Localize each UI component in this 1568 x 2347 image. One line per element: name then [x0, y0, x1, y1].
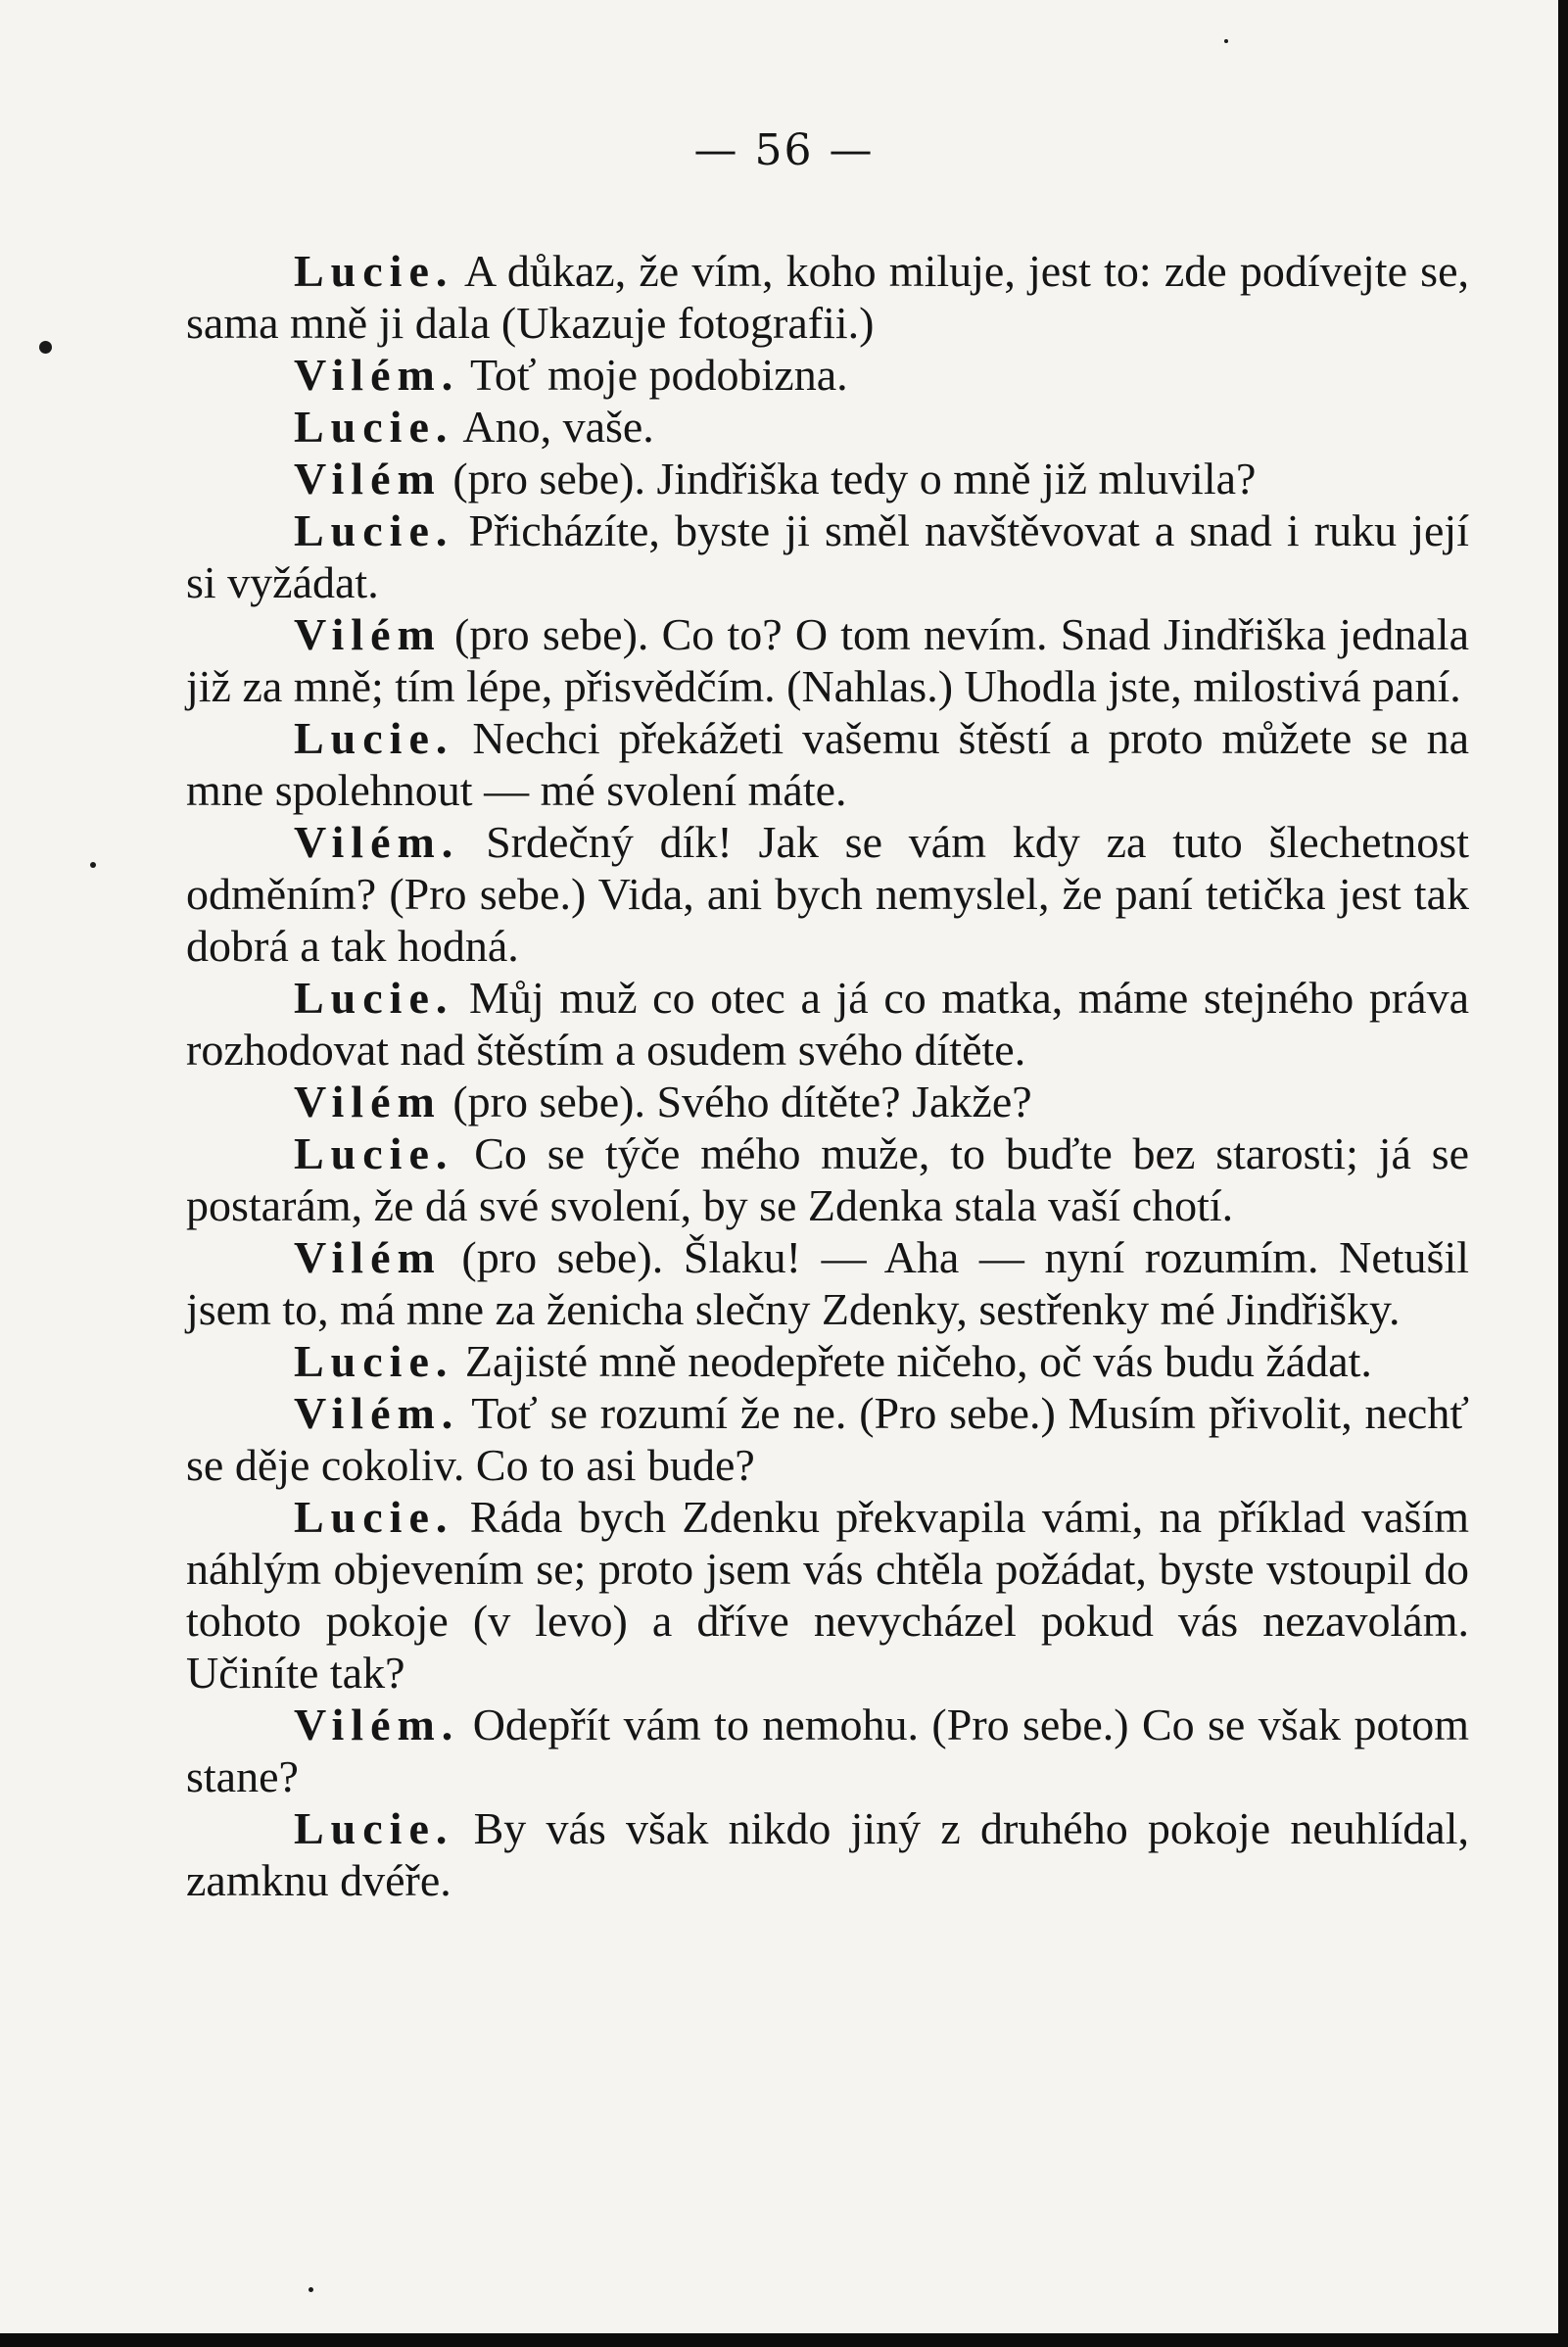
dialogue-line: [186, 453, 1469, 504]
line-text: (pro sebe). Jindřiška tedy o mně již mluvila?: [441, 454, 1257, 503]
speaker-name: Lucie.: [294, 1492, 454, 1542]
line-text: Zajisté mně neodepřete ničeho, oč vás budu žádat.: [453, 1336, 1372, 1386]
line-text: (pro sebe). Šlaku! — Aha — nyní rozumím. Netušil jsem to, má mne za ženicha slečny Zdenky, sestřenky mé Jindřišky.: [186, 1232, 1469, 1334]
speaker-name: Lucie.: [294, 246, 454, 296]
dialogue-text: [186, 245, 1469, 1906]
dialogue-line: [186, 1127, 1469, 1231]
ink-speck: [39, 341, 52, 354]
line-text: Odepřít vám to nemohu. (Pro sebe.) Co se však potom stane?: [186, 1700, 1469, 1801]
line-text: By vás však nikdo jiný z druhého pokoje neuhlídal, zamknu dvéře.: [186, 1803, 1469, 1905]
dialogue-line: [186, 816, 1469, 972]
speaker-name: Vilém: [294, 454, 442, 503]
dialogue-line: [186, 1802, 1469, 1906]
line-text: Přicházíte, byste ji směl navštěvovat a snad i ruku její si vyžádat.: [186, 505, 1469, 607]
speaker-name: Vilém: [294, 609, 442, 659]
line-text: Ano, vaše.: [453, 402, 654, 452]
line-text: Toť moje podobizna.: [459, 350, 848, 400]
dialogue-line: [186, 712, 1469, 816]
dialogue-line: [186, 1387, 1469, 1491]
dialogue-line: [186, 504, 1469, 608]
dialogue-line: [186, 1699, 1469, 1802]
speaker-name: Vilém: [294, 1232, 442, 1282]
speaker-name: Vilém.: [294, 350, 460, 400]
dialogue-line: [186, 349, 1469, 401]
line-text: Můj muž co otec a já co matka, máme stejného práva rozhodovat nad štěstím a osudem svého dítěte.: [186, 973, 1469, 1075]
dialogue-line: [186, 401, 1469, 453]
dialogue-line: [186, 608, 1469, 712]
line-text: Nechci překážeti vašemu štěstí a proto můžete se na mne spolehnout — mé svolení máte.: [186, 713, 1469, 815]
speaker-name: Vilém: [294, 1077, 442, 1126]
dialogue-line: [186, 1335, 1469, 1387]
line-text: A důkaz, že vím, koho miluje, jest to: zde podívejte se, sama mně ji dala (Ukazuje fotografii.): [186, 246, 1469, 348]
speaker-name: Vilém.: [294, 817, 460, 867]
speaker-name: Lucie.: [294, 973, 454, 1023]
dialogue-line: [186, 1231, 1469, 1335]
dialogue-line: [186, 972, 1469, 1076]
dialogue-line: [186, 245, 1469, 349]
line-text: Co se týče mého muže, to buďte bez starosti; já se postarám, že dá své svolení, by se Zdenka stala vaší chotí.: [186, 1128, 1469, 1230]
speaker-name: Lucie.: [294, 402, 454, 452]
speaker-name: Lucie.: [294, 1128, 454, 1178]
speaker-name: Lucie.: [294, 1803, 454, 1853]
speaker-name: Lucie.: [294, 505, 454, 555]
speaker-name: Vilém.: [294, 1388, 460, 1438]
dialogue-line: [186, 1076, 1469, 1127]
ink-speck: [1224, 39, 1228, 43]
page-number: — 56 —: [693, 125, 875, 175]
line-text: (pro sebe). Co to? O tom nevím. Snad Jindřiška jednala již za mně; tím lépe, přisvědčím. (Nahlas.) Uhodla jste, milostivá paní.: [186, 609, 1469, 711]
speaker-name: Lucie.: [294, 713, 454, 763]
speaker-name: Lucie.: [294, 1336, 454, 1386]
line-text: Srdečný dík! Jak se vám kdy za tuto šlechetnost odměním? (Pro sebe.) Vida, ani bych nemyslel, že paní tetička jest tak dobrá a tak hodná.: [186, 817, 1469, 971]
line-text: Toť se rozumí že ne. (Pro sebe.) Musím přivolit, nechť se děje cokoliv. Co to asi bude?: [186, 1388, 1469, 1490]
ink-speck: [309, 2287, 313, 2292]
dialogue-line: [186, 1491, 1469, 1699]
line-text: (pro sebe). Svého dítěte? Jakže?: [441, 1077, 1032, 1126]
speaker-name: Vilém.: [294, 1700, 460, 1749]
ink-speck: [90, 862, 96, 868]
line-text: Ráda bych Zdenku překvapila vámi, na příklad vaším náhlým objevením se; proto jsem vás chtěla požádat, byste vstoupil do tohoto pokoje (v levo) a dříve nevycházel pokud vás nezavolám. Učiníte tak?: [186, 1492, 1469, 1698]
